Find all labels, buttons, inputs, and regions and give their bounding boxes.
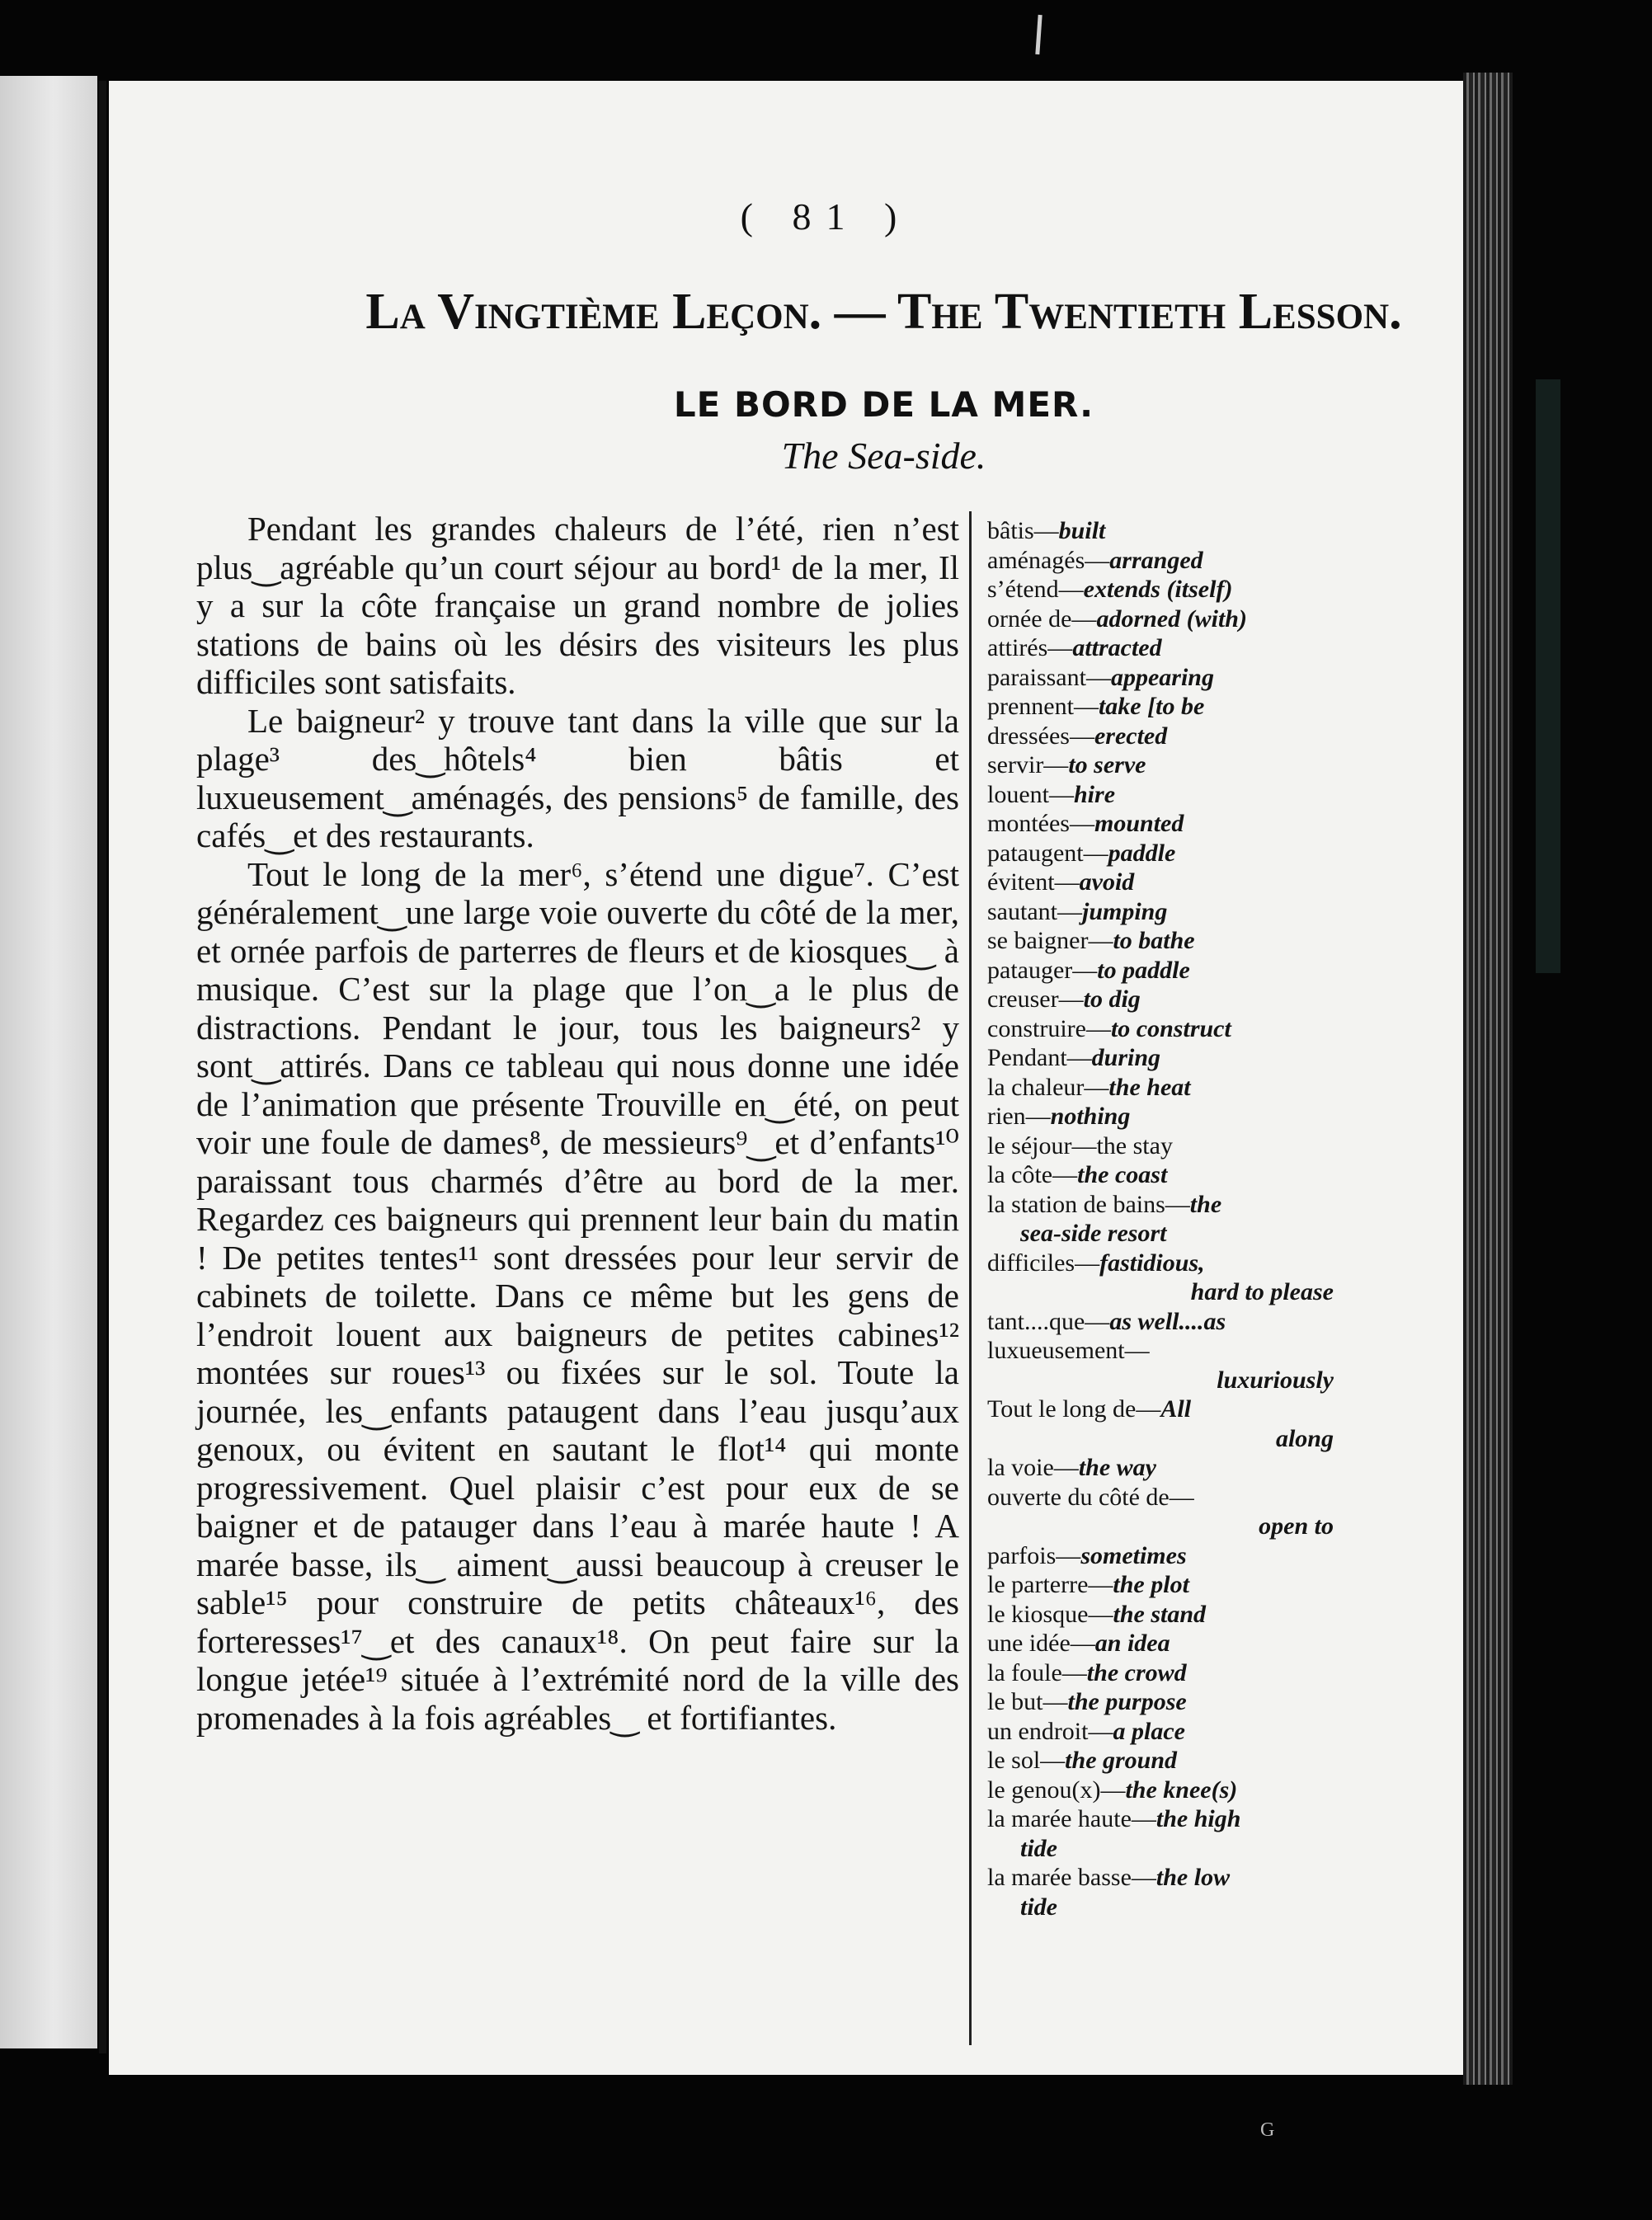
vocab-line [987, 1863, 1334, 1893]
vocab-line [987, 1834, 1334, 1864]
previous-page-edge [0, 76, 97, 2048]
vocab-french: un endroit— [987, 1717, 1113, 1745]
vocab-french: construire— [987, 1014, 1111, 1042]
vocab-line [987, 926, 1334, 956]
paragraph-2: Le baigneur² y trouve tant dans la ville que sur la plage³ des‿hôtels⁴ bien bâtis et luxueusement‿aménagés, des pensions⁵ de famille, des cafés‿et des restaurants. [196, 701, 959, 854]
vocab-line [987, 1102, 1334, 1131]
vocab-french: ornée de— [987, 604, 1097, 633]
vocab-english: the way [1078, 1454, 1156, 1481]
vocab-line [987, 1131, 1334, 1161]
vocab-french: Tout le long de— [987, 1395, 1161, 1423]
vocab-line [987, 897, 1334, 927]
vocab-english: the stand [1113, 1600, 1207, 1628]
signature-mark: G [1260, 2119, 1275, 2141]
vocab-french: creuser— [987, 985, 1084, 1013]
vocab-english: adorned (with) [1096, 604, 1247, 633]
vocab-english: hard to please [1190, 1278, 1334, 1305]
vocab-english: built [1058, 517, 1106, 544]
vocab-line [987, 1804, 1334, 1834]
vocab-french: servir— [987, 751, 1069, 778]
page-number: ( 81 ) [740, 195, 912, 238]
vocab-french: prennent— [987, 693, 1099, 720]
vocab-french: le parterre— [987, 1571, 1113, 1598]
vocab-line [987, 1073, 1334, 1103]
vocab-french: Pendant— [987, 1044, 1092, 1071]
vocab-english: to serve [1068, 751, 1146, 778]
vocab-english: All [1160, 1395, 1192, 1423]
vocab-french: la chaleur— [987, 1073, 1109, 1101]
vocab-line [987, 1570, 1334, 1600]
vocab-english: arranged [1109, 546, 1203, 574]
vocab-english: mounted [1094, 810, 1184, 837]
vocab-english: extends (itself) [1083, 576, 1233, 603]
vocab-line [987, 1277, 1334, 1307]
vocab-line [987, 1336, 1334, 1366]
vocab-french: une idée— [987, 1630, 1095, 1657]
vocab-french: paraissant— [987, 663, 1111, 691]
vocab-english: a place [1113, 1717, 1185, 1745]
vocab-english: paddle [1108, 839, 1176, 867]
vocab-line [987, 604, 1334, 634]
vocab-line [987, 780, 1334, 810]
vocab-english: an idea [1094, 1630, 1170, 1657]
vocab-line [987, 1717, 1334, 1747]
vocab-french: le sol— [987, 1747, 1066, 1774]
vocab-line [987, 1658, 1334, 1688]
vocab-french: parfois— [987, 1541, 1081, 1569]
section-title: LE BORD DE LA MER. [673, 384, 1094, 425]
vocab-french: montées— [987, 810, 1094, 837]
vocab-english: the purpose [1067, 1688, 1187, 1715]
paragraph-3: Tout le long de la mer⁶, s’étend une digue⁷. C’est généralement‿une large voie ouverte du côté de la mer, et ornée parfois de parterres de fleurs et de kiosques‿ à musique. C’est sur la plage que l’on‿a le plus de distractions. Pendant le jour, tous les baigneurs² y sont‿attirés. Dans ce tableau qui nous donne une idée de l’animation que présente Trouville en‿été, on peut voir une foule de dames⁸, de messieurs⁹‿et d’enfants¹⁰ paraissant tous charmés d’être au bord de la mer. Regardez ces baigneurs qui prennent leur bain du matin ! De petites tentes¹¹ sont dressées pour leur servir de cabinets de toilette. Dans ce même but les gens de l’endroit louent aux baigneurs de petites cabines¹² montées sur roues¹³ ou fixées sur le sol. Toute la journée, les‿enfants pataugent dans l’eau jusqu’aux genoux, ou évitent en sautant le flot¹⁴ qui monte progressivement. Quel plaisir c’est pour eux de se baigner et de patauger dans l’eau à marée haute ! A marée basse, ils‿ aiment‿aussi beaucoup à creuser le sable¹⁵ pour construire de petits châteaux¹⁶, des forteresses¹⁷‿et des canaux¹⁸. On peut faire sur la longue jetée¹⁹ située à l’extrémité nord de la ville des promenades à la fois agréables‿ et fortifiantes. [196, 854, 959, 1737]
vocab-french: la voie— [987, 1454, 1079, 1481]
vocab-french: patauger— [987, 956, 1098, 984]
vocab-line [987, 956, 1334, 985]
vocab-english: tide [1020, 1893, 1057, 1921]
vocab-line [987, 1307, 1334, 1337]
vocab-english: open to [1259, 1512, 1334, 1540]
column-rule [969, 511, 972, 2045]
vocab-english: to paddle [1097, 956, 1190, 984]
vocab-line [987, 1160, 1334, 1190]
vocab-english: the low [1155, 1864, 1231, 1891]
book-gutter [99, 81, 106, 2053]
vocab-french: ouverte du côté de— [987, 1483, 1194, 1511]
vocab-french: se baigner— [987, 927, 1113, 954]
vocab-line [987, 1453, 1334, 1483]
vocab-english: take [to be [1098, 693, 1205, 720]
vocab-line [987, 1014, 1334, 1044]
vocab-english: tide [1020, 1834, 1057, 1862]
vocab-line [987, 1600, 1334, 1630]
vocab-english: as well....as [1109, 1307, 1226, 1335]
vocab-english: the plot [1113, 1571, 1189, 1598]
vocab-french: aménagés— [987, 546, 1110, 574]
vocab-french: le genou(x)— [987, 1776, 1126, 1804]
vocab-line [987, 839, 1334, 868]
vocab-line [987, 1776, 1334, 1805]
vocab-french: la marée basse— [987, 1864, 1156, 1891]
vocab-french: pataugent— [987, 839, 1108, 867]
vocab-line [987, 1629, 1334, 1658]
vocab-english: the heat [1108, 1073, 1191, 1101]
vocab-french: évitent— [987, 868, 1080, 896]
vocab-french: bâtis— [987, 517, 1059, 544]
vocab-english: attracted [1072, 634, 1162, 661]
vocab-english: the high [1155, 1805, 1241, 1832]
vocab-english: the [1189, 1190, 1222, 1218]
vocab-english: avoid [1079, 868, 1135, 896]
section-subtitle: The Sea-side. [781, 435, 986, 477]
vocab-line [987, 1366, 1334, 1395]
vocab-english: along [1275, 1424, 1334, 1452]
vocab-french: difficiles— [987, 1249, 1100, 1277]
vocab-line [987, 750, 1334, 780]
vocab-line [987, 575, 1334, 604]
vocab-line [987, 516, 1334, 546]
vocab-french: le kiosque— [987, 1600, 1113, 1628]
vocab-english: to dig [1083, 985, 1141, 1013]
vocab-line [987, 1424, 1334, 1454]
vocab-french: la marée haute— [987, 1805, 1156, 1832]
vocab-french: luxueusement— [987, 1337, 1150, 1364]
scan-fleck [1035, 15, 1042, 54]
vocab-english: the crowd [1086, 1658, 1187, 1686]
vocab-line [987, 1219, 1334, 1249]
vocab-french: la foule— [987, 1658, 1087, 1686]
vocab-line [987, 1483, 1334, 1512]
vocab-french: tant....que— [987, 1307, 1110, 1335]
vocab-english: sometimes [1080, 1541, 1187, 1569]
vocab-french: le but— [987, 1688, 1068, 1715]
vocab-english: the ground [1065, 1747, 1178, 1774]
vocab-french: dressées— [987, 722, 1094, 750]
vocab-line [987, 1249, 1334, 1278]
lesson-body [196, 510, 959, 1737]
vocab-english: fastidious, [1099, 1249, 1205, 1277]
vocab-english: jumping [1081, 897, 1168, 925]
vocab-english: appearing [1110, 663, 1214, 691]
vocab-line [987, 1746, 1334, 1776]
vocab-line [987, 546, 1334, 576]
vocab-english: to construct [1110, 1014, 1231, 1042]
vocab-line [987, 692, 1334, 722]
vocab-english: the coast [1077, 1161, 1168, 1188]
vocab-english: to bathe [1113, 927, 1195, 954]
vocab-line [987, 1512, 1334, 1541]
vocab-line [987, 663, 1334, 693]
vocab-english: nothing [1050, 1103, 1131, 1130]
vocab-line [987, 1541, 1334, 1571]
vocab-french: sautant— [987, 897, 1082, 925]
vocab-french: la côte— [987, 1161, 1078, 1188]
vocabulary-column [987, 516, 1334, 1921]
lesson-title: La Vingtième Leçon. — The Twentieth Lesson. [365, 284, 1402, 340]
page-stack-edge [1463, 73, 1513, 2085]
vocab-line [987, 1190, 1334, 1220]
vocab-english: sea-side resort [1020, 1220, 1167, 1247]
vocab-line [987, 633, 1334, 663]
vocab-french: la station de bains— [987, 1190, 1190, 1218]
vocab-line [987, 1043, 1334, 1073]
vocab-english: erected [1094, 722, 1168, 750]
vocab-line [987, 809, 1334, 839]
vocab-line [987, 722, 1334, 751]
vocab-line [987, 1687, 1334, 1717]
vocab-line [987, 1395, 1334, 1424]
vocab-french: le séjour—the stay [987, 1131, 1173, 1159]
vocab-english: during [1091, 1044, 1161, 1071]
vocab-english: the knee(s) [1125, 1776, 1238, 1804]
vocab-french: s’étend— [987, 576, 1084, 603]
paragraph-1: Pendant les grandes chaleurs de l’été, rien n’est plus‿agréable qu’un court séjour au bord¹ de la mer, Il y a sur la côte française un grand nombre de jolies stations de bains où les désirs des visiteurs les plus difficiles sont satisfaits. [196, 510, 959, 701]
vocab-line [987, 985, 1334, 1014]
vocab-french: louent— [987, 780, 1074, 808]
vocab-french: attirés— [987, 634, 1073, 661]
vocab-line [987, 1893, 1334, 1922]
vocab-line [987, 868, 1334, 897]
vocab-english: luxuriously [1217, 1366, 1334, 1394]
vocab-english: hire [1074, 780, 1116, 808]
vocab-french: rien— [987, 1103, 1051, 1130]
